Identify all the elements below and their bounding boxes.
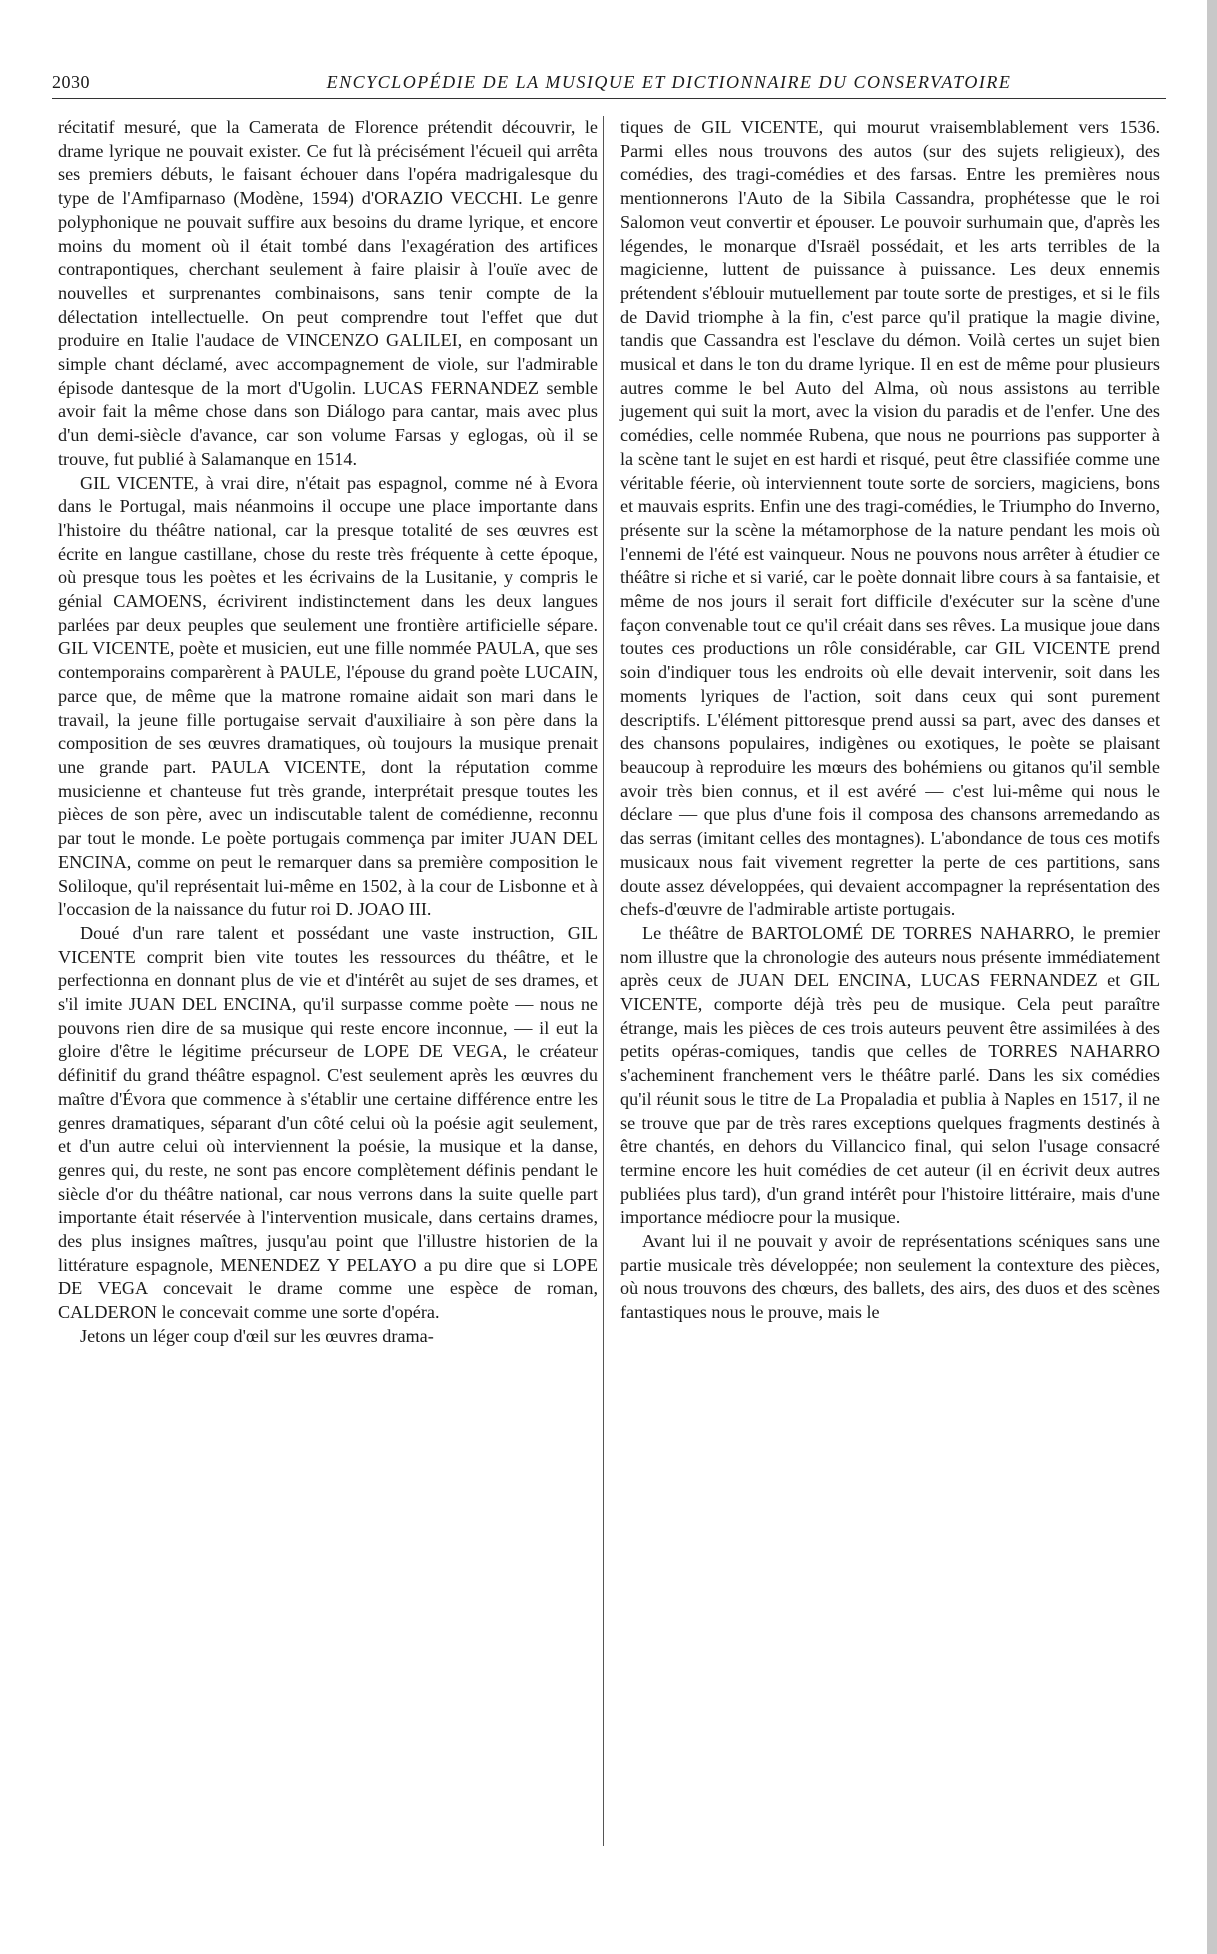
right-column	[620, 116, 1160, 1325]
paragraph: Avant lui il ne pouvait y avoir de représentations scéniques sans une partie musicale très développée; non seulement la contexture des pièces, où nous trouvons des chœurs, des ballets, des airs, des duos et des scènes fantastiques nous le prouve, mais le	[620, 1231, 1160, 1323]
column-divider	[603, 116, 604, 1846]
paragraph: Jetons un léger coup d'œil sur les œuvres drama-	[80, 1325, 434, 1346]
paragraph: Doué d'un rare talent et possédant une vaste instruction, GIL VICENTE comprit bien vite toutes les ressources du théâtre, et le perfectionna en donnant plus de vie et d'intérêt au sujet de ses drames, et s'il imite JUAN DEL ENCINA, qu'il surpasse comme poète — nous ne pouvons rien dire de sa musique qui reste encore inconnue, — il eut la gloire d'être le légitime précurseur de LOPE DE VEGA, le créateur définitif du grand théâtre espagnol. C'est seulement après les œuvres du maître d'Évora que commence à s'établir une certaine différence entre les genres dramatiques, séparant d'un côté celui où la poésie agit seulement, et d'un autre celui où interviennent la poésie, la musique et la danse, genres qui, du reste, ne sont pas encore complètement définis pendant le siècle d'or du théâtre national, car nous verrons dans la suite quelle part importante était réservée à l'intervention musicale, dans certains drames, des plus insignes maîtres, jusqu'au point que l'illustre historien de la littérature espagnole, MENENDEZ Y PELAYO a pu dire que si LOPE DE VEGA concevait le drame comme une espèce de roman, CALDERON le concevait comme une sorte d'opéra.	[58, 922, 598, 1323]
paragraph: récitatif mesuré, que la Camerata de Florence prétendit découvrir, le drame lyrique ne pouvait exister. Ce fut là précisément l'écueil qui arrêta ses premiers débuts, le faisant échouer dans l'opéra madrigalesque du type de l'Amfiparnaso (Modène, 1594) d'ORAZIO VECCHI. Le genre polyphonique ne pouvait suffire aux besoins du drame lyrique, et encore moins du moment où il était tombé dans l'exagération des artifices contrapontiques, cherchant seulement à faire plaisir à l'ouïe avec de nouvelles et surprenantes combinaisons, sans tenir compte de la délectation intellectuelle. On peut comprendre tout l'effet que dut produire en Italie l'audace de VINCENZO GALILEI, en composant un simple chant déclamé, avec accompagnement de viole, sur l'admirable épisode dantesque de la mort d'Ugolin. LUCAS FERNANDEZ semble avoir fait la même chose dans son Diálogo para cantar, mais avec plus d'un demi-siècle d'avance, car son volume Farsas y eglogas, où il se trouve, fut publié à Salamanque en 1514.	[58, 117, 598, 469]
running-title: ENCYCLOPÉDIE DE LA MUSIQUE ET DICTIONNAIRE DU CONSERVATOIRE	[326, 72, 1012, 92]
left-column	[58, 116, 598, 1349]
scan-edge	[1207, 0, 1217, 1954]
paragraph: Le théâtre de BARTOLOMÉ DE TORRES NAHARRO, le premier nom illustre que la chronologie des auteurs nous présente immédiatement après ceux de JUAN DEL ENCINA, LUCAS FERNANDEZ et GIL VICENTE, comporte déjà très peu de musique. Cela peut paraître étrange, mais les pièces de ces trois auteurs peuvent être assimilées à des petits opéras-comiques, tandis que celles de TORRES NAHARRO s'acheminent franchement vers le théâtre parlé. Dans les six comédies qu'il réunit sous le titre de La Propaladia et publia à Naples en 1517, il ne se trouve que par de très rares exceptions quelques fragments destinés à être chantés, en dehors du Villancico final, qui selon l'usage consacré termine encore les huit comédies de cet auteur (il en écrivit deux autres publiées plus tard), d'un grand intérêt pour l'histoire littéraire, mais d'une importance médiocre pour la musique.	[620, 922, 1160, 1228]
page-header	[52, 70, 1166, 99]
page-number: 2030	[52, 72, 90, 92]
paragraph: tiques de GIL VICENTE, qui mourut vraisemblablement vers 1536. Parmi elles nous trouvons des autos (sur des sujets religieux), des comédies, des tragi-comédies et des farsas. Entre les premières nous mentionnerons l'Auto de la Sibila Cassandra, prophétesse que le roi Salomon veut convertir et épouser. Le pouvoir surhumain que, d'après les légendes, le monarque d'Israël possédait, et les arts terribles de la magicienne, luttent de puissance à puissance. Les deux ennemis prétendent s'éblouir mutuellement par toute sorte de prestiges, et si le fils de David triomphe à la fin, c'est parce qu'il pratique la magie divine, tandis que Cassandra est l'esclave du démon. Voilà certes un sujet bien musical et dans le ton du drame lyrique. Il en est de même pour plusieurs autres comme le bel Auto del Alma, où nous assistons au terrible jugement qui suit la mort, avec la vision du paradis et de l'enfer. Une des comédies, celle nommée Rubena, que nous ne pourrions pas supporter à la scène tant le sujet en est hardi et risqué, peut être classifiée comme une véritable féerie, où interviennent toute sorte de sorciers, magiciens, bons et mauvais esprits. Enfin une des tragi-comédies, le Triumpho do Inverno, présente sur la scène la métamorphose de la nature pendant les mois où l'ennemi de l'été est vainqueur. Nous ne pouvons nous arrêter à étudier ce théâtre si riche et si varié, car le poète donnait libre cours à sa fantaisie, et même de nos jours il serait fort difficile d'exécuter sur la scène d'une façon convenable tout ce qu'il créait dans ses rêves. La musique joue dans toutes ces productions un rôle considérable, car GIL VICENTE prend soin d'indiquer tous les endroits où elle devait intervenir, soit dans les moments lyriques de l'action, soit dans ceux qui sont purement descriptifs. L'élément pittoresque prend aussi sa part, avec des danses et des chansons populaires, indigènes ou exotiques, le poète se plaisant beaucoup à reproduire les mœurs des bohémiens ou gitanos qu'il semble avoir très bien connus, et il est avéré — c'est lui-même qui nous le déclare — que plus d'une fois il composa des chansons arremedando as das serras (imitant celles des montagnes). L'abondance de tous ces motifs musicaux nous fait vivement regretter la perte de ces partitions, sans doute assez développées, qui devaient accompagner la représentation des chefs-d'œuvre de l'admirable artiste portugais.	[620, 117, 1160, 920]
paragraph: GIL VICENTE, à vrai dire, n'était pas espagnol, comme né à Evora dans le Portugal, mais néanmoins il occupe une place importante dans l'histoire du théâtre national, car la presque totalité de ses œuvres est écrite en langue castillane, chose du reste très fréquente à cette époque, où presque tous les poètes et les écrivains de la Lusitanie, y compris le génial CAMOENS, écrivirent indistinctement dans les deux langues parlées par deux peuples que seulement une frontière artificielle sépare. GIL VICENTE, poète et musicien, eut une fille nommée PAULA, que ses contemporains comparèrent à PAULE, l'épouse du grand poète LUCAIN, parce que, de même que la matrone romaine aidait son mari dans le travail, la jeune fille portugaise servait d'auxiliaire à son père dans la composition de ses œuvres dramatiques, où toujours la musique prenait une grande part. PAULA VICENTE, dont la réputation comme musicienne et chanteuse fut très grande, interprétait presque toutes les pièces de son père, avec un indiscutable talent de comédienne, reconnu par tout le monde. Le poète portugais commença par imiter JUAN DEL ENCINA, comme on peut le remarquer dans sa première composition le Soliloque, qu'il représentait lui-même en 1502, à la cour de Lisbonne et à l'occasion de la naissance du futur roi D. JOAO III.	[58, 472, 598, 920]
